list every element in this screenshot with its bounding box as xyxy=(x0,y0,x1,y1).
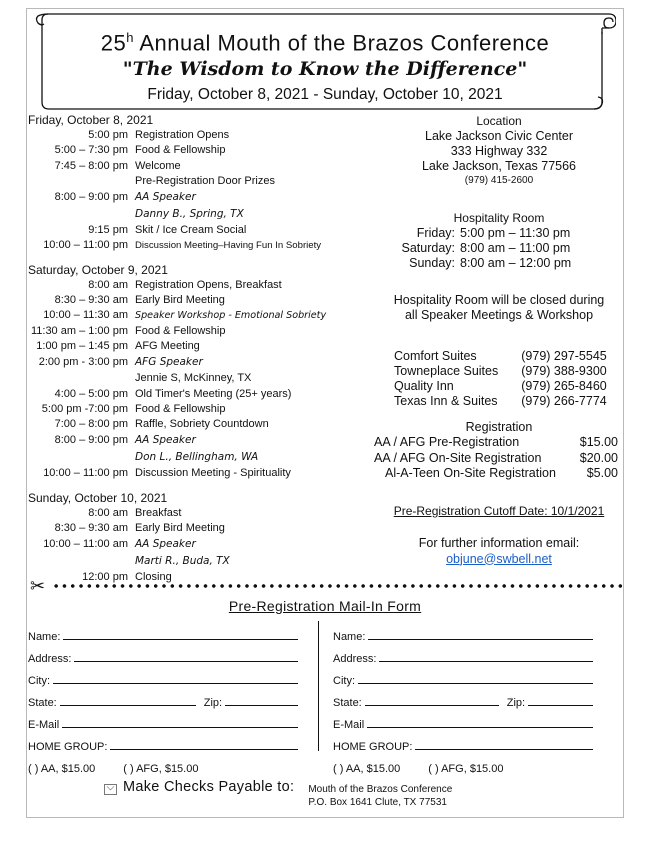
payable-section xyxy=(104,779,452,809)
schedule-row: Don L., Bellingham, WA xyxy=(135,451,259,464)
schedule-row: Jennie S, McKinney, TX xyxy=(135,372,252,385)
home-group-label: HOME GROUP: xyxy=(333,741,413,753)
header-banner xyxy=(34,12,616,104)
schedule-row: 2:00 pm - 3:00 pm AFG Speaker xyxy=(38,356,203,369)
info-text: For further information email: xyxy=(418,535,580,550)
city-label: City: xyxy=(333,675,355,687)
location-city: Lake Jackson, Texas 77566 xyxy=(421,159,577,173)
hospitality-heading: Hospitality Room xyxy=(453,211,545,225)
schedule-row: Danny B., Spring, TX xyxy=(135,208,244,221)
zip-field[interactable] xyxy=(528,694,593,706)
info-column xyxy=(374,113,624,567)
registration-row: AA / AFG On-Site Registration $20.00 xyxy=(374,450,618,465)
location-street: 333 Highway 332 xyxy=(450,144,548,158)
email-field[interactable] xyxy=(367,716,593,728)
payable-label: Make Checks Payable to: xyxy=(123,779,295,795)
schedule-row: 1:00 pm – 1:45 pm AFG Meeting xyxy=(36,339,200,352)
hotel-list xyxy=(374,349,624,409)
city-field[interactable] xyxy=(53,672,298,684)
sunday-heading: Sunday, October 10, 2021 xyxy=(28,490,168,505)
state-label: State: xyxy=(28,697,57,709)
dotted-divider xyxy=(52,583,622,589)
contact-email-link[interactable]: objune@swbell.net xyxy=(446,551,552,566)
location-venue: Lake Jackson Civic Center xyxy=(425,129,573,143)
afg-checkbox[interactable]: ( ) AFG, $15.00 xyxy=(123,763,199,775)
schedule-row: Marti R., Buda, TX xyxy=(135,555,230,568)
address-field[interactable] xyxy=(379,650,593,662)
schedule-row: 5:00 pm -7:00 pm Food & Fellowship xyxy=(41,402,226,415)
conference-title: 25$^h$ Annual Mouth of the Brazos Conference xyxy=(100,30,550,56)
aa-checkbox[interactable]: ( ) AA, $15.00 xyxy=(28,763,96,775)
city-field[interactable] xyxy=(358,672,593,684)
schedule-row: 10:00 – 11:30 am Speaker Workshop - Emotional Sobriety xyxy=(43,309,327,322)
schedule-row: 4:00 – 5:00 pm Old Timer's Meeting (25+ years) xyxy=(54,387,292,400)
schedule-row: 8:00 am Breakfast xyxy=(88,506,182,519)
mail-icon xyxy=(104,784,117,795)
scissors-icon: ✂ xyxy=(30,576,46,596)
schedule-row: 8:00 – 9:00 pm AA Speaker xyxy=(54,191,196,204)
home-group-label: HOME GROUP: xyxy=(28,741,108,753)
hotel-row: Texas Inn & Suites (979) 266-7774 xyxy=(394,394,607,408)
cutoff-date: Pre-Registration Cutoff Date: 10/1/2021 xyxy=(393,503,605,518)
schedule-row: 7:00 – 8:00 pm Raffle, Sobriety Countdown xyxy=(54,418,269,431)
schedule-row: Pre-Registration Door Prizes xyxy=(135,174,275,187)
schedule-row: 10:00 – 11:00 am AA Speaker xyxy=(43,538,196,551)
home-group-field[interactable] xyxy=(415,738,593,750)
zip-field[interactable] xyxy=(225,694,298,706)
form-left xyxy=(28,621,298,775)
payable-address: Mouth of the Brazos Conference P.O. Box 1641 Clute, TX 77531 xyxy=(308,784,453,808)
aa-checkbox[interactable]: ( ) AA, $15.00 xyxy=(333,763,401,775)
city-label: City: xyxy=(28,675,50,687)
schedule-row: 5:00 pm Registration Opens xyxy=(88,129,230,141)
name-field[interactable] xyxy=(63,628,298,640)
schedule-row: 11:30 am – 1:00 pm Food & Fellowship xyxy=(30,324,226,337)
hotel-row: Comfort Suites (979) 297-5545 xyxy=(394,349,607,363)
address-label: Address: xyxy=(333,653,377,665)
schedule-row: 8:30 – 9:30 am Early Bird Meeting xyxy=(54,522,225,535)
schedule-row: 10:00 – 11:00 pm Discussion Meeting - Spirituality xyxy=(43,467,291,480)
registration-heading: Registration xyxy=(465,420,533,434)
email-field[interactable] xyxy=(62,716,298,728)
name-label: Name: xyxy=(28,631,61,643)
registration-row: AA / AFG Pre-Registration $15.00 xyxy=(374,435,618,449)
schedule-row: 12:00 pm Closing xyxy=(82,571,172,584)
location-heading: Location xyxy=(476,114,522,128)
form-right xyxy=(333,621,593,775)
schedule-row: 10:00 – 11:00 pm Discussion Meeting–Having Fun In Sobriety xyxy=(43,239,322,252)
schedule-row: 8:00 am Registration Opens, Breakfast xyxy=(88,278,282,291)
schedule-row: 7:45 – 8:00 pm Welcome xyxy=(54,159,181,172)
state-field[interactable] xyxy=(365,694,499,706)
address-field[interactable] xyxy=(74,650,298,662)
name-field[interactable] xyxy=(368,628,593,640)
registration-row: Al-A-Teen On-Site Registration $5.00 xyxy=(385,466,618,480)
conference-dates: Friday, October 8, 2021 - Sunday, October 10, 2021 xyxy=(147,86,503,103)
email-label: E-Mail xyxy=(333,719,365,731)
state-label: State: xyxy=(333,697,362,709)
name-label: Name: xyxy=(333,631,366,643)
schedule-row: 5:00 – 7:30 pm Food & Fellowship xyxy=(54,144,226,157)
hospitality-closed-note: Hospitality Room will be closed during all Speaker Meetings & Workshop xyxy=(393,293,605,322)
hotel-row: Towneplace Suites (979) 388-9300 xyxy=(394,364,607,378)
home-group-field[interactable] xyxy=(110,738,298,750)
hotel-row: Quality Inn (979) 265-8460 xyxy=(394,379,607,393)
saturday-heading: Saturday, October 9, 2021 xyxy=(28,262,168,277)
form-divider xyxy=(318,621,319,751)
conference-theme: "The Wisdom to Know the Difference" xyxy=(122,58,528,80)
form-title: Pre-Registration Mail-In Form xyxy=(228,598,422,614)
state-field[interactable] xyxy=(60,694,196,706)
schedule-row: 8:00 – 9:00 pm AA Speaker xyxy=(54,434,196,447)
hospitality-row: Sunday: 8:00 am – 12:00 pm xyxy=(409,256,572,270)
afg-checkbox[interactable]: ( ) AFG, $15.00 xyxy=(428,763,504,775)
zip-label: Zip: xyxy=(203,697,223,709)
location-phone: (979) 415-2600 xyxy=(464,175,534,186)
schedule xyxy=(28,113,373,586)
email-label: E-Mail xyxy=(28,719,60,731)
friday-heading: Friday, October 8, 2021 xyxy=(28,113,154,127)
hospitality-row: Saturday: 8:00 am – 11:00 pm xyxy=(401,241,571,255)
schedule-row: 9:15 pm Skit / Ice Cream Social xyxy=(88,224,247,237)
address-label: Address: xyxy=(28,653,72,665)
schedule-row: 8:30 – 9:30 am Early Bird Meeting xyxy=(54,294,225,307)
cut-line xyxy=(30,577,622,595)
hospitality-row: Friday: 5:00 pm – 11:30 pm xyxy=(416,226,571,240)
zip-label: Zip: xyxy=(506,697,526,709)
